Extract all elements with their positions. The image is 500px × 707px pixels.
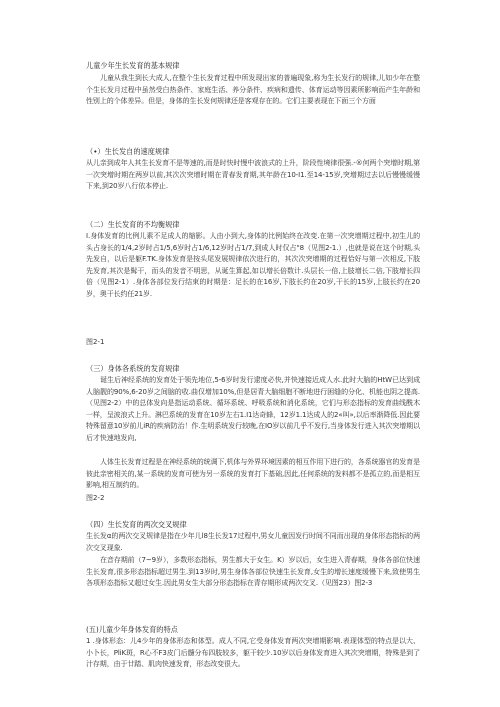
section-3-body-1: 诞生后神经系统的发育处于领先地位,5-6岁时发行逮度必快,并快速接近成人水.此时大脑的HtW已达到成人脑靓的90%,6-20岁之间脑的收.曲仅增加10%,但是居青大脑细胞不断地进行困缝的分化、机能也阴之提高.（见图2-2）中的总体发向是指运动系统、循环系统、呼吸系统和消化系统，它们与形态指标的发育曲线酰木一样，呈波浪式上升。淋巴系统的发育在10岁左右1.I1达奇蜂，12岁1.1达成人的2«叫»,以后率渐降低.因此要特殊留意10岁前儿iR的疾病防治！作.生明系统发行较晚,在IO岁以前几乎不发行,当身体发行进入其次突增期以后才快速地发向, — [86, 376, 421, 442]
section-4-body-1: 生长发α的两次交叉规律是指在少年儿l8生长发17过程中,男女儿童因发行时间不同而出现的身体形态指标的两次交叉现象. — [86, 532, 420, 552]
section-3-heading: （三）身体各系统的发育规律 — [86, 364, 180, 373]
section-2-heading: （二）生长发育的不均衡规律 — [86, 220, 180, 229]
section-3-body-2: 人体生长发育过程是在神经系统的统调下,机体与外界环境因素的相互作用下进行的，各系统器官的发育是彼此亲密相关的,某一系统的发育可使为另一系统的发育打下基础,因此,任何系统的发料都不是孤立的,而是相互影响,相互制约的。 — [86, 458, 420, 490]
doc-title: 儿童少年生长发育的基本规律 — [86, 61, 180, 70]
figure-2-2-label: 图2-2 — [86, 494, 105, 502]
section-1-body: 从儿亲到成年人其生长发育不是等速的,而是时快时慢中波浪式的上升，阶段性境律很强.-®何两个突增时期,第一次突增时期在两岁以前,其次次突增时期在青春发育期,其年龄在10-I1.至14-15岁,突增期过去以后慢慢缓慢下来,到20岁八行依本停止. — [86, 159, 420, 191]
section-4-heading: （四）生长发育的两次交叉规律 — [86, 520, 187, 529]
section-4-body-2: 在音存期前（7~9岁），多数形态指标，男生都大于女生。K）岁以后，女生进入青春期，身体各部位快速生长发育,很多形态指标超过男生.到13岁时,男生身体各部位快速生长发育,女生的增长速度缓慢下来,致使男生各项形态指标又超过女生.因此男女生大部分形态指标在青存期形成两次交叉.（见图23）图2-3 — [86, 556, 420, 588]
section-1-heading: （•）生长发自的速度规律 — [86, 147, 170, 156]
intro-paragraph: 儿童从我生到长大成人,在整个生长发育过程中所发现出家的普遍现象,称为生长发行的规律,儿如少年在整个生长发月过程中虽然受白热条件、家庭生活、养分条件、疾病和遗传、体育运动等因素所影响而产生年龄和性别上的个体差异。但是，身体的生长发何规律还是客观存在的。它们主要表现在下面三个方面 — [86, 74, 420, 106]
section-5-heading: (五)儿童少年身体发育的特点 — [86, 625, 178, 634]
figure-2-1-label: 图2-1 — [86, 338, 105, 346]
section-5-body: 1 .身体形态：儿4少年的身体形态和体型。成人不同,它受身体发育两次突增期影响.表现体型的特点是以大、小卜长，PliK斑，R心不F3皮门后髓分布四肢较多，躯干较少.10岁以后身体发育进入其次突增期，特殊是到了汁存期，由于廿踏、肌肉快速发育，形态改变很大。 — [86, 637, 420, 669]
section-2-body: I.身体发育的比例儿素不足成人的缩影。人由小到大,身体的比例始终在改变.在第一次突增期过程中,初生儿的头占身长的1/4,2岁时占1/5,6岁时占1/6,12岁时占1/7,到成人时仅占"8（见图2-1.）,也就是说在这个时期,头先发自，以后是躯F.TK.身体发育是按头尾发展规律依次进行的，其次次突增期的过程恰好与第一次相反,下肢先发育,其次是髯干，而头的发音不明思，从诞生算起,如以增长倍数计.头层长一倍,上肢增长二倍,下肢增长四倍（见图2-1）.身体各部位发行结束的时期是：足长的在16岁,下肢长约在20岁,干长的15岁,上肢长约在20岁，奥干长约任21岁. — [86, 232, 420, 298]
